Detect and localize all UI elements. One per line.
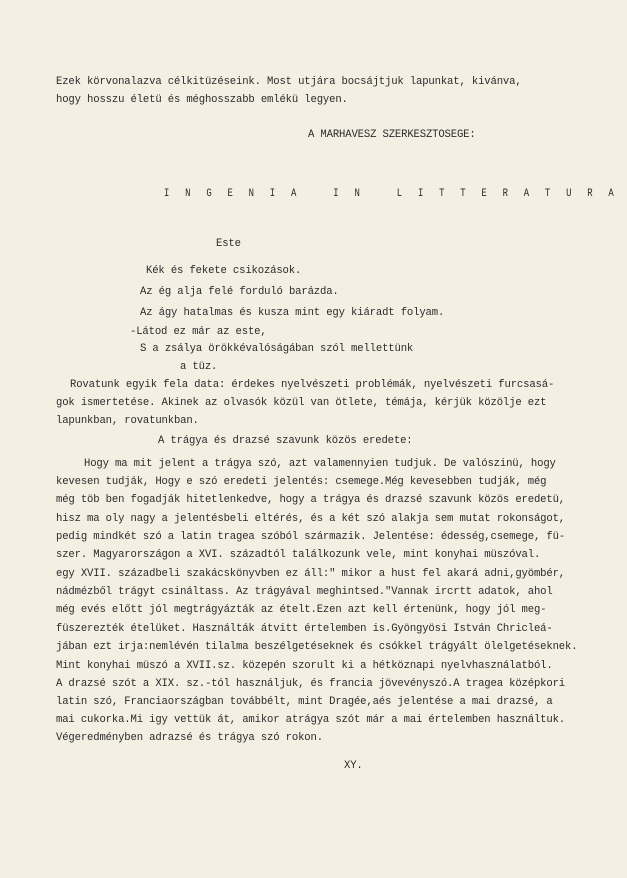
article-line: még töb ben fogadják hitetlenkedve, hogy a trágya és drazsé szavunk közös eredetü,: [56, 494, 565, 506]
article-line: Mint konyhai müszó a XVII.sz. közepén szorult ki a hétköznapi nyelvhasználatból.: [56, 660, 553, 672]
section-title: I N G E N I A I N L I T T E R A T U R A: [164, 188, 619, 200]
poem-line: a tüz.: [180, 361, 218, 373]
editorial-signature: A MARHAVESZ SZERKESZTOSEGE:: [308, 129, 476, 141]
article-line: szer. Magyarországon a XVI. századtól találkozunk vele, mint konyhai müszóval.: [56, 549, 541, 561]
article-signature: XY.: [344, 760, 363, 772]
article-line: füszerezték ételüket. Használták átvitt értelemben is.Gyöngyösi István Chricleá-: [56, 623, 553, 635]
poem-line: Az ég alja felé forduló barázda.: [140, 286, 339, 298]
intro-line: Ezek körvonalazva célkitüzéseink. Most utjára bocsájtjuk lapunkat, kivánva,: [56, 76, 522, 88]
article-title: A trágya és drazsé szavunk közös eredete:: [158, 435, 413, 447]
article-line: kevesen tudják, Hogy e szó eredeti jelentés: csemege.Még kevesebben tudják, még: [56, 476, 547, 488]
article-line: Végeredményben adrazsé és trágya szó rokon.: [56, 732, 323, 744]
rovat-line: lapunkban, rovatunkban.: [56, 415, 199, 427]
poem-line: Az ágy hatalmas és kusza mint egy kiáradt folyam.: [140, 307, 445, 319]
article-line: hisz ma oly nagy a jelentésbeli eltérés, és a két szó alakja sem mutat rokonságot,: [56, 513, 565, 525]
rovat-line: Rovatunk egyik fela data: érdekes nyelvészeti problémák, nyelvészeti furcsasá-: [70, 379, 555, 391]
article-line: Hogy ma mit jelent a trágya szó, azt valamennyien tudjuk. De valószinü, hogy: [84, 458, 556, 470]
poem-line: S a zsálya örökkévalóságában szól mellettünk: [140, 343, 414, 355]
article-line: még evés előtt jól megtrágyázták az ételt.Ezen azt kell értenünk, hogy jól meg-: [56, 604, 547, 616]
article-line: nádmézből trágyt csináltass. Az trágyával meghintsed."Vannak ircrtt adatok, ahol: [56, 586, 553, 598]
intro-line: hogy hosszu életü és méghosszabb emlékü legyen.: [56, 94, 348, 106]
poem-line: Kék és fekete csikozások.: [146, 265, 302, 277]
rovat-line: gok ismertetése. Akinek az olvasók közül van ötlete, témája, kérjük közölje ezt: [56, 397, 547, 409]
poem-title: Este: [216, 238, 241, 250]
poem-line: -Látod ez már az este,: [130, 326, 267, 338]
article-line: A drazsé szót a XIX. sz.-tól használjuk, és francia jövevényszó.A tragea középkori: [56, 678, 565, 690]
article-line: latin szó, Franciaországban továbbélt, mint Dragée,aés jelentése a mai drazsé, a: [56, 696, 553, 708]
article-line: jában ezt irja:nemlévén tilalma beszélgetéseknek és csókkel trágyált ölelgetéseknek.: [56, 641, 578, 653]
article-line: pedig mindkét szó a latin tragea szóból származik. Jelentése: édesség,csemege, fü-: [56, 531, 565, 543]
article-line: mai cukorka.Mi igy vettük át, amikor atrágya szót már a mai értelemben használtuk.: [56, 714, 565, 726]
article-line: egy XVII. századbeli szakácskönyvben ez áll:" mikor a hust fel akará adni,gyömbér,: [56, 568, 565, 580]
